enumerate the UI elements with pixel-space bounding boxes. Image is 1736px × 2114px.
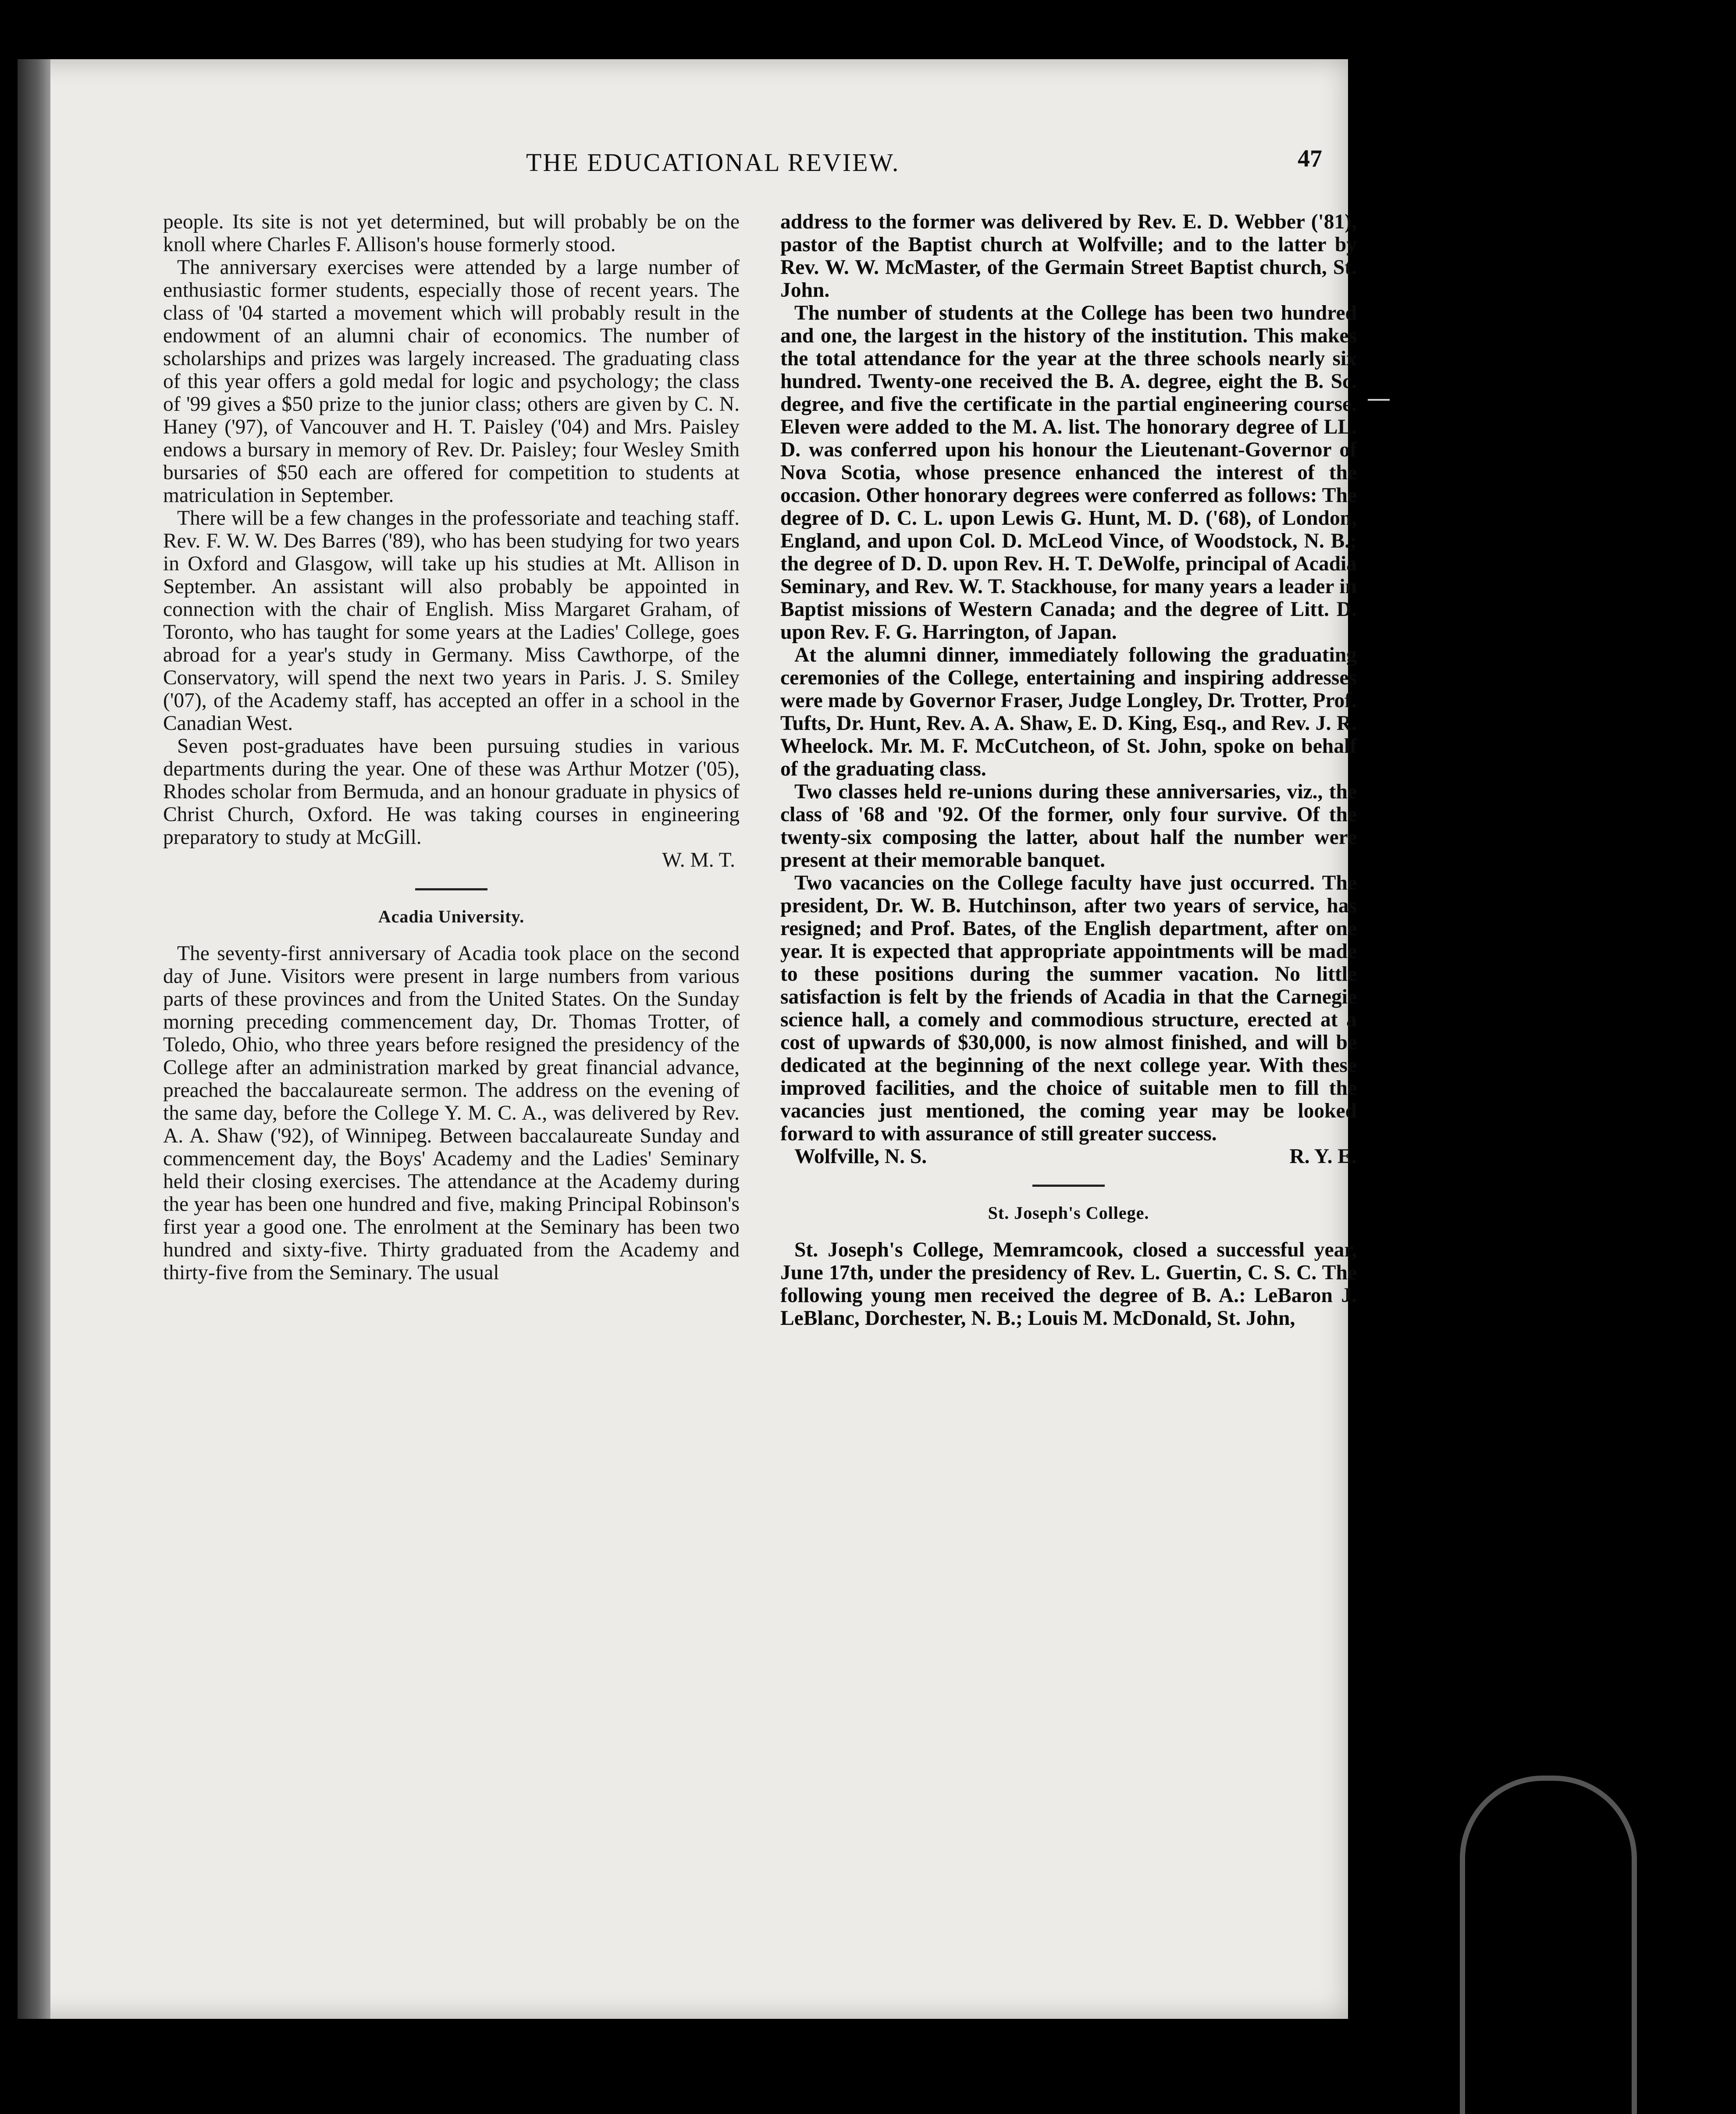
paragraph: The anniversary exercises were attended by a large number of enthusiastic former students, especially those of recent years. The class of '04 started a movement which will probably result in the endowment of an alumni chair of economics. The number of scholarships and prizes was largely increased. The graduating class of this year offers a gold medal for logic and psychology; the class of '99 gives a $50 prize to the junior class; others are given by C. N. Haney ('97), of Vancouver and H. T. Paisley ('04) and Mrs. Paisley endows a bursary in memory of Rev. Dr. Paisley; four Wesley Smith bursaries of $50 each are offered for competition to students at matriculation in September. (163, 256, 740, 507)
paragraph: Seven post-graduates have been pursuing studies in various departments during the year. One of these was Arthur Motzer ('05), Rhodes scholar from Bermuda, and an honour graduate in physics of Christ Church, Oxford. He was taking courses in engineering preparatory to study at McGill. (163, 735, 740, 849)
section-divider (1032, 1185, 1105, 1187)
page-number: 47 (1298, 145, 1322, 172)
paragraph: The seventy-first anniversary of Acadia took place on the second day of June. Visitors were present in large numbers from various parts of these provinces and from the United States. On the Sunday morning preceding commencement day, Dr. Thomas Trotter, of Toledo, Ohio, who three years before resigned the presidency of the College after an administration marked by great financial advance, preached the baccalaureate sermon. The address on the evening of the same day, before the College Y. M. C. A., was delivered by Rev. A. A. Shaw ('92), of Winnipeg. Between baccalaureate Sunday and commencement day, the Boys' Academy and the Ladies' Seminary held their closing exercises. The attendance at the Academy during the year has been one hundred and five, making Principal Robinson's first year a good one. The enrolment at the Seminary has been two hundred and sixty-five. Thirty graduated from the Academy and thirty-five from the Seminary. The usual (163, 942, 740, 1284)
signature-place: Wolfville, N. S. (794, 1145, 927, 1168)
paragraph: address to the former was delivered by Rev. E. D. Webber ('81), pastor of the Baptist church at Wolfville; and to the latter by Rev. W. W. McMaster, of the Germain Street Baptist church, St. John. (780, 210, 1357, 302)
section-heading-acadia: Acadia University. (378, 907, 525, 926)
thumb-shadow (1460, 1776, 1637, 2114)
signature: W. M. T. (662, 849, 735, 872)
paragraph: At the alumni dinner, immediately following the graduating ceremonies of the College, entertaining and inspiring addresses were made by Governor Fraser, Judge Longley, Dr. Trotter, Prof. Tufts, Dr. Hunt, Rev. A. A. Shaw, E. D. King, Esq., and Rev. J. R. Wheelock. Mr. M. F. McCutcheon, of St. John, spoke on behalf of the graduating class. (780, 644, 1357, 780)
signature (780, 1145, 1357, 1168)
right-column (780, 210, 1357, 1330)
margin-mark (1368, 399, 1390, 401)
paragraph: Two classes held re-unions during these anniversaries, viz., the class of '68 and '92. Of the former, only four survive. Of the twenty-six composing the latter, about half the number were present at their memorable banquet. (780, 780, 1357, 872)
left-column (163, 210, 740, 1284)
paragraph: St. Joseph's College, Memramcook, closed a successful year, June 17th, under the presidency of Rev. L. Guertin, C. S. C. The following young men received the degree of B. A.: LeBaron J. LeBlanc, Dorchester, N. B.; Louis M. McDonald, St. John, (780, 1239, 1357, 1330)
running-header: THE EDUCATIONAL REVIEW. (526, 148, 900, 177)
paragraph: people. Its site is not yet determined, but will probably be on the knoll where Charles F. Allison's house formerly stood. (163, 210, 740, 256)
section-heading-st-josephs: St. Joseph's College. (988, 1203, 1149, 1223)
section-divider (415, 888, 487, 890)
page-gutter-shadow (18, 59, 50, 2019)
paragraph: There will be a few changes in the professoriate and teaching staff. Rev. F. W. W. Des Barres ('89), who has been studying for two years in Oxford and Glasgow, will take up his studies at Mt. Allison in September. An assistant will also probably be appointed in connection with the chair of English. Miss Margaret Graham, of Toronto, who has taught for some years at the Ladies' College, goes abroad for a year's study in Germany. Miss Cawthorpe, of the Conservatory, will spend the next two years in Paris. J. S. Smiley ('07), of the Academy staff, has accepted an offer in a school in the Canadian West. (163, 507, 740, 735)
paragraph: The number of students at the College has been two hundred and one, the largest in the history of the institution. This makes the total attendance for the year at the three schools nearly six hundred. Twenty-one received the B. A. degree, eight the B. Sc. degree, and five the certificate in the partial engineering course. Eleven were added to the M. A. list. The honorary degree of LL. D. was conferred upon his honour the Lieutenant-Governor of Nova Scotia, whose presence enhanced the interest of the occasion. Other honorary degrees were conferred as follows: The degree of D. C. L. upon Lewis G. Hunt, M. D. ('68), of London, England, and upon Col. D. McLeod Vince, of Woodstock, N. B.; the degree of D. D. upon Rev. H. T. DeWolfe, principal of Acadia Seminary, and Rev. W. T. Stackhouse, for many years a leader in Baptist missions of Western Canada; and the degree of Litt. D. upon Rev. F. G. Harrington, of Japan. (780, 302, 1357, 644)
signature-initials: R. Y. E. (1289, 1145, 1357, 1168)
paragraph: Two vacancies on the College faculty have just occurred. The president, Dr. W. B. Hutchinson, after two years of service, has resigned; and Prof. Bates, of the English department, after one year. It is expected that appropriate appointments will be made to these positions during the summer vacation. No little satisfaction is felt by the friends of Acadia in that the Carnegie science hall, a comely and commodious structure, erected at a cost of upwards of $30,000, is now almost finished, and will be dedicated at the beginning of the next college year. With these improved facilities, and the choice of suitable men to fill the vacancies just mentioned, the coming year may be looked forward to with assurance of still greater success. (780, 872, 1357, 1145)
